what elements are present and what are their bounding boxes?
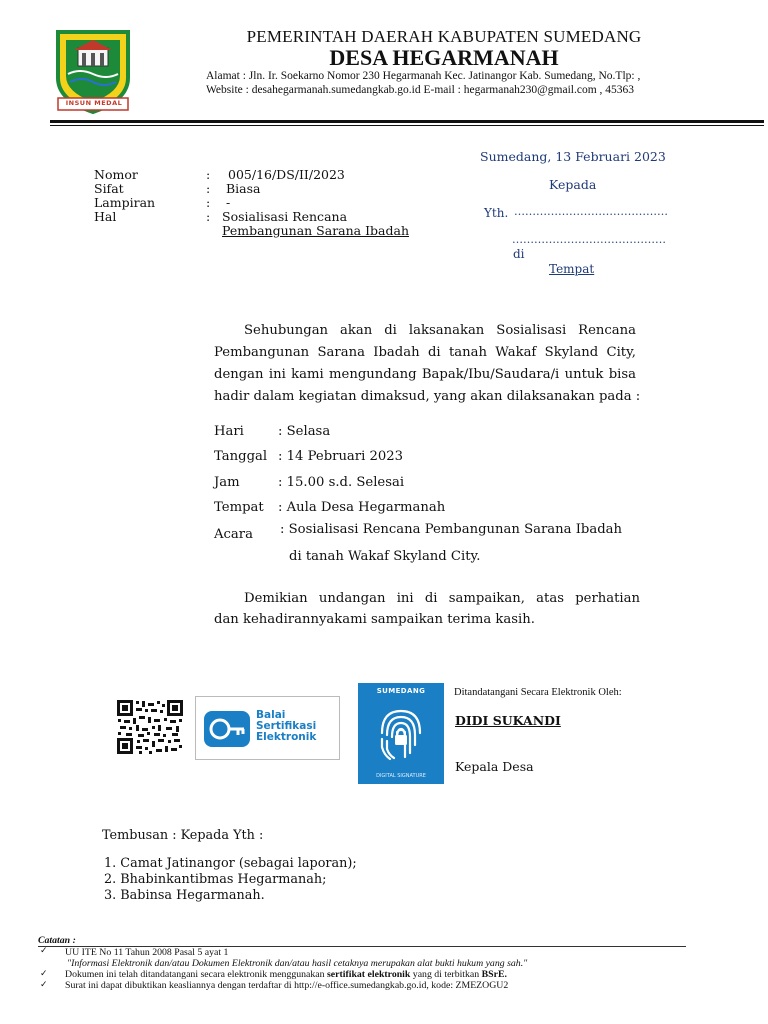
hal-value-subject: Pembangunan Sarana Ibadah — [222, 223, 409, 238]
catatan-bold: sertifikat elektronik — [326, 969, 411, 980]
catatan-line: "Informasi Elektronik dan/atau Dokumen Elektronik dan/atau hasil cetaknya merupakan alat bukti hukum yang sah." — [67, 958, 528, 969]
detail-label-hari: Hari — [214, 424, 244, 439]
colon: : — [206, 195, 211, 210]
detail-value-jam: : 15.00 s.d. Selesai — [278, 475, 405, 490]
detail-label-tanggal: Tanggal — [214, 449, 268, 464]
digital-signature-badge — [358, 683, 444, 784]
sifat-label: Sifat — [94, 181, 124, 196]
colon: : — [206, 181, 211, 196]
signed-by-label: Ditandatangani Secara Elektronik Oleh: — [454, 687, 622, 698]
detail-value-hari: : Selasa — [278, 424, 331, 439]
catatan-line — [65, 969, 507, 981]
body-line: Sehubungan akan di laksanakan Sosialisasi Rencana — [244, 323, 636, 338]
signer-name: DIDI SUKANDI — [455, 713, 561, 728]
check-icon: ✓ — [40, 980, 48, 990]
detail-label-jam: Jam — [214, 475, 240, 490]
body-line: dengan ini kami mengundang Bapak/Ibu/Saudara/i untuk bisa — [214, 367, 636, 382]
bsre-key-icon — [204, 711, 250, 747]
header-website: Website : desahegarmanah.sumedangkab.go.id E-mail : hegarmanah230@gmail.com , 45363 — [206, 84, 635, 96]
nomor-label: Nomor — [94, 167, 138, 182]
header-government: PEMERINTAH DAERAH KABUPATEN SUMEDANG — [246, 27, 642, 46]
recipient-address-blank: …………………………………… — [512, 233, 666, 246]
lampiran-label: Lampiran — [94, 195, 156, 210]
detail-label-tempat: Tempat — [214, 500, 264, 515]
signer-title: Kepala Desa — [455, 759, 534, 774]
tembusan-heading: Tembusan : Kepada Yth : — [102, 828, 264, 843]
catatan-line: Surat ini dapat dibuktikan keasliannya dengan terdaftar di http://e-office.sumedangkab.go.id, kode: ZMEZOGU2 — [65, 980, 509, 991]
sifat-value: Biasa — [226, 181, 261, 196]
body-line: hadir dalam kegiatan dimaksud, yang akan dilaksanakan pada : — [214, 389, 641, 404]
header-rule — [50, 120, 764, 123]
hal-value: Sosialisasi Rencana — [222, 209, 348, 224]
logo-motto: INSUN MEDAL — [65, 99, 123, 107]
header-address: Alamat : Jln. Ir. Soekarno Nomor 230 Hegarmanah Kec. Jatinangor Kab. Sumedang, No.Tlp: , — [206, 70, 641, 82]
detail-value-tanggal: : 14 Pebruari 2023 — [278, 449, 404, 464]
badge-top-text: SUMEDANG — [376, 687, 426, 695]
catatan-text: Dokumen ini telah ditandatangani secara elektronik menggunakan — [65, 969, 327, 980]
tembusan-item: 3. Babinsa Hegarmanah. — [104, 888, 265, 903]
tembusan-item: 1. Camat Jatinangor (sebagai laporan); — [104, 856, 357, 871]
hal-label: Hal — [94, 209, 117, 224]
colon: : — [206, 167, 211, 182]
yth-label: Yth. — [484, 206, 509, 220]
letter-date: Sumedang, 13 Februari 2023 — [480, 149, 666, 164]
check-icon: ✓ — [40, 946, 48, 956]
bsre-line: Balai — [256, 709, 286, 721]
badge-bottom-text: DIGITAL SIGNATURE — [376, 773, 426, 779]
bsre-name — [256, 710, 316, 743]
closing-line: dan kehadirannyakami sampaikan terima kasih. — [214, 612, 535, 627]
tembusan-item: 2. Bhabinkantibmas Hegarmanah; — [104, 872, 327, 887]
lampiran-value: - — [226, 195, 231, 210]
colon: : — [206, 209, 211, 224]
kepada-label: Kepada — [549, 177, 597, 192]
bsre-logo — [195, 696, 340, 760]
nomor-value: 005/16/DS/II/2023 — [228, 167, 345, 182]
tempat-label: Tempat — [549, 262, 595, 276]
catatan-heading: Catatan : — [38, 935, 76, 946]
di-label: di — [513, 247, 525, 261]
recipient-name-blank: …………………………………… — [514, 205, 668, 218]
header-rule-thin — [50, 125, 764, 126]
catatan-text: yang di terbitkan — [410, 969, 482, 980]
bsre-line: Elektronik — [256, 731, 317, 743]
detail-value-acara-cont: di tanah Wakaf Skyland City. — [289, 549, 481, 564]
qr-code-icon — [116, 699, 184, 755]
catatan-line: UU ITE No 11 Tahun 2008 Pasal 5 ayat 1 — [65, 947, 229, 958]
closing-line: Demikian undangan ini di sampaikan, atas perhatian — [244, 591, 640, 606]
detail-value-tempat: : Aula Desa Hegarmanah — [278, 500, 446, 515]
header-village: DESA HEGARMANAH — [329, 45, 559, 70]
check-icon: ✓ — [40, 969, 48, 979]
catatan-bold: BSrE. — [481, 969, 507, 980]
detail-value-acara: : Sosialisasi Rencana Pembangunan Sarana Ibadah — [280, 522, 623, 537]
fingerprint-icon — [376, 705, 426, 763]
body-line: Pembangunan Sarana Ibadah di tanah Wakaf Skyland City, — [214, 345, 636, 360]
bsre-line: Sertifikasi — [256, 720, 317, 732]
detail-label-acara: Acara — [214, 527, 253, 542]
